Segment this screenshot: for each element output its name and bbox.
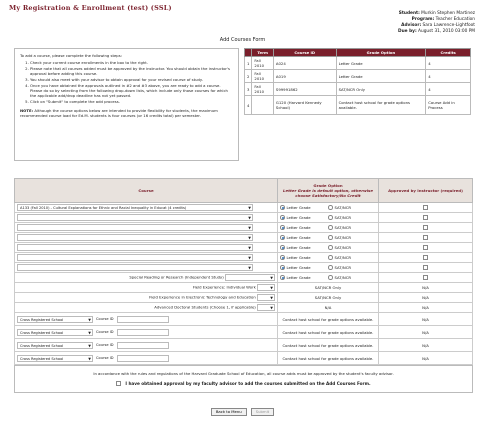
letter-grade-label: Letter Grade — [286, 225, 311, 230]
approved-cell: N/A — [379, 303, 473, 313]
advisor-label: Advisor: — [401, 23, 422, 28]
grade-option-group — [280, 275, 376, 280]
student-value: Murkin Stephen Martinez — [421, 11, 475, 16]
letter-grade-radio[interactable] — [280, 215, 285, 220]
grade-option-group — [280, 245, 376, 250]
instructions-steps — [20, 60, 233, 104]
back-to-menu-button[interactable]: Back to Menu — [211, 408, 247, 416]
table-row — [245, 96, 471, 115]
row-term: Fall 2010 — [252, 57, 274, 70]
note-text: Although the course options below are intended to provide flexibility for students, the maximum recommended course load for Ed.M. students is four courses (or 16 credits total) per semester. — [20, 108, 218, 118]
course-row — [15, 263, 473, 273]
special-row — [15, 273, 473, 283]
grade-option-group — [280, 205, 376, 210]
grade-option-group — [280, 215, 376, 220]
letter-grade-option[interactable] — [280, 215, 328, 220]
approved-checkbox[interactable] — [423, 245, 428, 250]
grade-cell — [278, 273, 379, 283]
row-num: 3 — [245, 83, 252, 96]
approved-cell — [379, 213, 473, 223]
sat-ncr-label: SAT/NCR — [334, 265, 352, 270]
sat-ncr-radio[interactable] — [328, 205, 333, 210]
sat-ncr-option[interactable] — [328, 225, 376, 230]
chevron-down-icon: ▼ — [270, 276, 273, 280]
approved-checkbox[interactable] — [423, 255, 428, 260]
approved-cell: N/A — [379, 283, 473, 293]
approved-cell — [379, 273, 473, 283]
special-row — [15, 303, 473, 313]
chevron-down-icon: ▼ — [248, 206, 251, 210]
row-grade-option: Contact host school for grade options available. — [336, 96, 426, 115]
course-select[interactable] — [17, 224, 253, 231]
approved-cell: N/A — [379, 293, 473, 303]
sat-ncr-label: SAT/NCR — [334, 205, 352, 210]
col-num — [245, 49, 252, 57]
grade-cell — [278, 223, 379, 233]
course-id-label: Course ID — [96, 343, 114, 347]
special-course-label: Advanced Doctoral Students (Choose 1, if applicable) — [154, 304, 256, 310]
due-label: Due by: — [398, 29, 417, 34]
approved-cell: N/A — [379, 352, 473, 365]
course-select[interactable] — [17, 254, 253, 261]
course-select[interactable] — [17, 264, 253, 271]
course-id-label: Course ID — [96, 317, 114, 321]
letter-grade-option[interactable] — [280, 255, 328, 260]
approved-cell — [379, 233, 473, 243]
submit-button[interactable]: Submit — [251, 408, 274, 416]
course-cell — [15, 253, 278, 263]
student-info — [398, 11, 475, 35]
sat-ncr-radio[interactable] — [328, 245, 333, 250]
special-select[interactable] — [225, 274, 275, 281]
letter-grade-radio[interactable] — [280, 255, 285, 260]
col-grade-option — [278, 179, 379, 203]
course-row — [15, 243, 473, 253]
row-course-id: A024 — [273, 57, 336, 70]
special-course-cell — [15, 273, 278, 283]
course-row — [15, 213, 473, 223]
sat-ncr-label: SAT/NCR — [334, 235, 352, 240]
letter-grade-label: Letter Grade — [286, 215, 311, 220]
approved-cell: N/A — [379, 339, 473, 352]
sat-ncr-radio[interactable] — [328, 235, 333, 240]
approved-checkbox[interactable] — [423, 225, 428, 230]
chevron-down-icon: ▼ — [270, 306, 273, 310]
approved-checkbox[interactable] — [423, 215, 428, 220]
letter-grade-label: Letter Grade — [286, 265, 311, 270]
special-course-cell — [15, 293, 278, 303]
course-select[interactable] — [17, 244, 253, 251]
course-cell — [15, 263, 278, 273]
course-select-value: A133 (Fall 2010) - Cultural Explanations for Ethnic and Racial Inequality in Educat (4 credits) — [20, 206, 187, 210]
course-id-input[interactable] — [117, 329, 169, 336]
row-grade-option: Letter Grade — [336, 70, 426, 83]
course-cell — [15, 243, 278, 253]
approved-cell: N/A — [379, 313, 473, 326]
course-select[interactable] — [17, 214, 253, 221]
sat-ncr-label: SAT/NCR — [334, 245, 352, 250]
course-select[interactable] — [17, 234, 253, 241]
col-approved: Approved by Instructor (required) — [379, 179, 473, 203]
cross-course-cell — [15, 313, 278, 326]
approved-cell — [379, 263, 473, 273]
cross-course-cell — [15, 326, 278, 339]
grade-cell: Contact host school for grade options available. — [278, 352, 379, 365]
row-num: 4 — [245, 96, 252, 115]
row-credits: 4 — [426, 57, 471, 70]
cross-school-select[interactable] — [17, 316, 93, 323]
chevron-down-icon: ▼ — [88, 330, 91, 335]
cross-school-select[interactable] — [17, 355, 93, 362]
course-id-input[interactable] — [117, 355, 169, 362]
row-credits: 4 — [426, 83, 471, 96]
chevron-down-icon: ▼ — [248, 216, 251, 220]
sat-ncr-radio[interactable] — [328, 225, 333, 230]
approved-checkbox[interactable] — [423, 205, 428, 210]
special-row — [15, 283, 473, 293]
sat-ncr-label: SAT/NCR — [334, 225, 352, 230]
approved-checkbox[interactable] — [423, 235, 428, 240]
cross-course-cell — [15, 352, 278, 365]
agreement-checkbox[interactable] — [116, 381, 121, 386]
letter-grade-option[interactable] — [280, 205, 328, 210]
program-label: Program: — [411, 17, 435, 22]
current-enrollments-table — [244, 48, 471, 115]
letter-grade-label: Letter Grade — [286, 235, 311, 240]
col-course: Course — [15, 179, 278, 203]
cross-school-value: Cross Registered School — [20, 330, 64, 335]
cross-registered-row — [15, 313, 473, 326]
special-course-label: Special Reading or Research (Independent Study) — [129, 274, 224, 280]
letter-grade-label: Letter Grade — [286, 255, 311, 260]
due-value: August 31, 2010 03:00 PM — [418, 29, 475, 34]
approved-cell — [379, 243, 473, 253]
course-row — [15, 253, 473, 263]
chevron-down-icon: ▼ — [248, 246, 251, 250]
letter-grade-option[interactable] — [280, 225, 328, 230]
table-row — [245, 70, 471, 83]
sat-ncr-label: SAT/NCR — [334, 215, 352, 220]
grade-option-group — [280, 225, 376, 230]
course-id-label: Course ID — [96, 330, 114, 334]
course-row — [15, 223, 473, 233]
course-cell — [15, 233, 278, 243]
chevron-down-icon: ▼ — [248, 266, 251, 270]
grade-cell: Contact host school for grade options available. — [278, 326, 379, 339]
sat-ncr-radio[interactable] — [328, 215, 333, 220]
course-id-label: Course ID — [96, 356, 114, 360]
course-cell — [15, 213, 278, 223]
chevron-down-icon: ▼ — [88, 356, 91, 361]
sat-ncr-option[interactable] — [328, 215, 376, 220]
grade-cell — [278, 263, 379, 273]
agreement-text: In accordance with the rules and regulations of the Harvard Graduate School of Education, all course adds must be approved by the student's faculty advisor. — [93, 371, 394, 376]
letter-grade-label: Letter Grade — [286, 205, 311, 210]
grade-cell — [278, 213, 379, 223]
row-term — [252, 96, 274, 115]
sat-ncr-radio[interactable] — [328, 265, 333, 270]
row-term: Fall 2010 — [252, 83, 274, 96]
cross-school-select[interactable] — [17, 342, 93, 349]
approved-cell — [379, 223, 473, 233]
cross-school-value: Cross Registered School — [20, 343, 64, 348]
program-value: Teacher Education — [435, 17, 475, 22]
letter-grade-radio[interactable] — [280, 205, 285, 210]
grade-cell: Contact host school for grade options available. — [278, 313, 379, 326]
special-course-cell — [15, 303, 278, 313]
grade-option-subtitle: Letter Grade is default option, otherwise choose Satisfactory/No Credit — [283, 188, 373, 198]
agreement-box — [14, 365, 473, 393]
chevron-down-icon: ▼ — [270, 296, 273, 300]
sat-ncr-option[interactable] — [328, 245, 376, 250]
special-course-label: Field Experience in Electronic Technology and Education — [149, 294, 256, 300]
instruction-step: 5. Click on "Submit" to complete the add process. — [30, 99, 233, 104]
course-id-input[interactable] — [117, 342, 169, 349]
grade-cell: N/A — [278, 303, 379, 313]
row-course-id: G120 (Harvard Kennedy School) — [273, 96, 336, 115]
page-header-title: My Registration & Enrollment (test) (SSL) — [9, 4, 172, 12]
special-select[interactable] — [257, 294, 275, 301]
chevron-down-icon: ▼ — [88, 343, 91, 348]
grade-option-group — [280, 235, 376, 240]
letter-grade-option[interactable] — [280, 235, 328, 240]
sat-ncr-label: SAT/NCR — [334, 275, 352, 280]
cross-registered-row — [15, 352, 473, 365]
instruction-step: 3. You should also meet with your advisor to obtain approval for your revised course of study. — [30, 77, 233, 82]
note-label: NOTE: — [20, 108, 34, 113]
grade-option-title: Grade Option — [313, 183, 343, 188]
grade-option-group — [280, 265, 376, 270]
cross-registered-row — [15, 339, 473, 352]
sat-ncr-option[interactable] — [328, 255, 376, 260]
cross-school-value: Cross Registered School — [20, 356, 64, 361]
cross-course-cell — [15, 339, 278, 352]
advisor-value: Sara Lawrence-Lightfoot — [422, 23, 475, 28]
letter-grade-option[interactable] — [280, 245, 328, 250]
chevron-down-icon: ▼ — [248, 256, 251, 260]
student-label: Student: — [398, 11, 420, 16]
special-course-cell — [15, 283, 278, 293]
letter-grade-radio[interactable] — [280, 245, 285, 250]
row-num: 2 — [245, 70, 252, 83]
letter-grade-radio[interactable] — [280, 265, 285, 270]
sat-ncr-option[interactable] — [328, 265, 376, 270]
chevron-down-icon: ▼ — [88, 317, 91, 322]
row-course-id: A019 — [273, 70, 336, 83]
agreement-label: I have obtained approval by my faculty advisor to add the courses submitted on the Add Courses Form. — [125, 381, 371, 386]
sat-ncr-option[interactable] — [328, 235, 376, 240]
cross-school-value: Cross Registered School — [20, 317, 64, 322]
row-grade-option: Letter Grade — [336, 57, 426, 70]
letter-grade-label: Letter Grade — [286, 275, 311, 280]
row-course-id: S99991862 — [273, 83, 336, 96]
approved-cell — [379, 203, 473, 213]
letter-grade-radio[interactable] — [280, 225, 285, 230]
grade-cell — [278, 253, 379, 263]
chevron-down-icon: ▼ — [270, 286, 273, 290]
letter-grade-option[interactable] — [280, 265, 328, 270]
course-cell — [15, 203, 278, 213]
approved-checkbox[interactable] — [423, 265, 428, 270]
course-select[interactable] — [17, 204, 253, 211]
course-id-input[interactable] — [117, 316, 169, 323]
grade-cell — [278, 243, 379, 253]
grade-cell — [278, 203, 379, 213]
course-row — [15, 203, 473, 213]
letter-grade-radio[interactable] — [280, 275, 285, 280]
special-select[interactable] — [257, 304, 275, 311]
special-course-label: Field Experience: Individual Work — [192, 284, 256, 290]
row-credits: 4 — [426, 70, 471, 83]
instruction-step: 4. Once you have obtained the approvals outlined in #2 and #3 above, you are ready to add a course. Please do so by selecting from the following drop-down lists, which include only those courses for which the applicable add/drop deadline has not yet passed. — [30, 83, 233, 98]
letter-grade-label: Letter Grade — [286, 245, 311, 250]
cross-school-select[interactable] — [17, 329, 93, 336]
approved-checkbox[interactable] — [423, 275, 428, 280]
sat-ncr-radio[interactable] — [328, 255, 333, 260]
row-grade-option: SAT/NCR Only — [336, 83, 426, 96]
col-grade-option: Grade Option — [336, 49, 426, 57]
agreement-row — [15, 381, 472, 386]
col-course-id: Course ID — [273, 49, 336, 57]
grade-cell: Contact host school for grade options available. — [278, 339, 379, 352]
grade-cell — [278, 233, 379, 243]
row-term: Fall 2010 — [252, 70, 274, 83]
col-credits: Credits — [426, 49, 471, 57]
approved-cell — [379, 253, 473, 263]
table-row — [245, 83, 471, 96]
instruction-step: 1. Check your current course enrollments in the box to the right. — [30, 60, 233, 65]
letter-grade-radio[interactable] — [280, 235, 285, 240]
row-credits: Course Add in Process — [426, 96, 471, 115]
special-row — [15, 293, 473, 303]
instructions-note — [20, 108, 233, 118]
letter-grade-option[interactable] — [280, 275, 328, 280]
sat-ncr-label: SAT/NCR — [334, 255, 352, 260]
instruction-step: 2. Please note that all courses added must be approved by the instructor. You should obtain the instructor's approval before adding this course. — [30, 66, 233, 76]
grade-cell: SAT/NCR Only — [278, 283, 379, 293]
row-num: 1 — [245, 57, 252, 70]
add-courses-table — [14, 178, 473, 365]
cross-registered-row — [15, 326, 473, 339]
sat-ncr-option[interactable] — [328, 275, 376, 280]
course-cell — [15, 223, 278, 233]
sat-ncr-option[interactable] — [328, 205, 376, 210]
approved-cell: N/A — [379, 326, 473, 339]
special-select[interactable] — [257, 284, 275, 291]
course-row — [15, 233, 473, 243]
col-term: Term — [252, 49, 274, 57]
button-row — [0, 408, 485, 416]
chevron-down-icon: ▼ — [248, 226, 251, 230]
instructions-intro: To add a course, please complete the following steps: — [20, 53, 122, 58]
instructions-box — [14, 48, 239, 161]
chevron-down-icon: ▼ — [248, 236, 251, 240]
grade-cell: SAT/NCR Only — [278, 293, 379, 303]
sat-ncr-radio[interactable] — [328, 275, 333, 280]
form-title: Add Courses Form — [219, 37, 266, 43]
grade-option-group — [280, 255, 376, 260]
table-row — [245, 57, 471, 70]
